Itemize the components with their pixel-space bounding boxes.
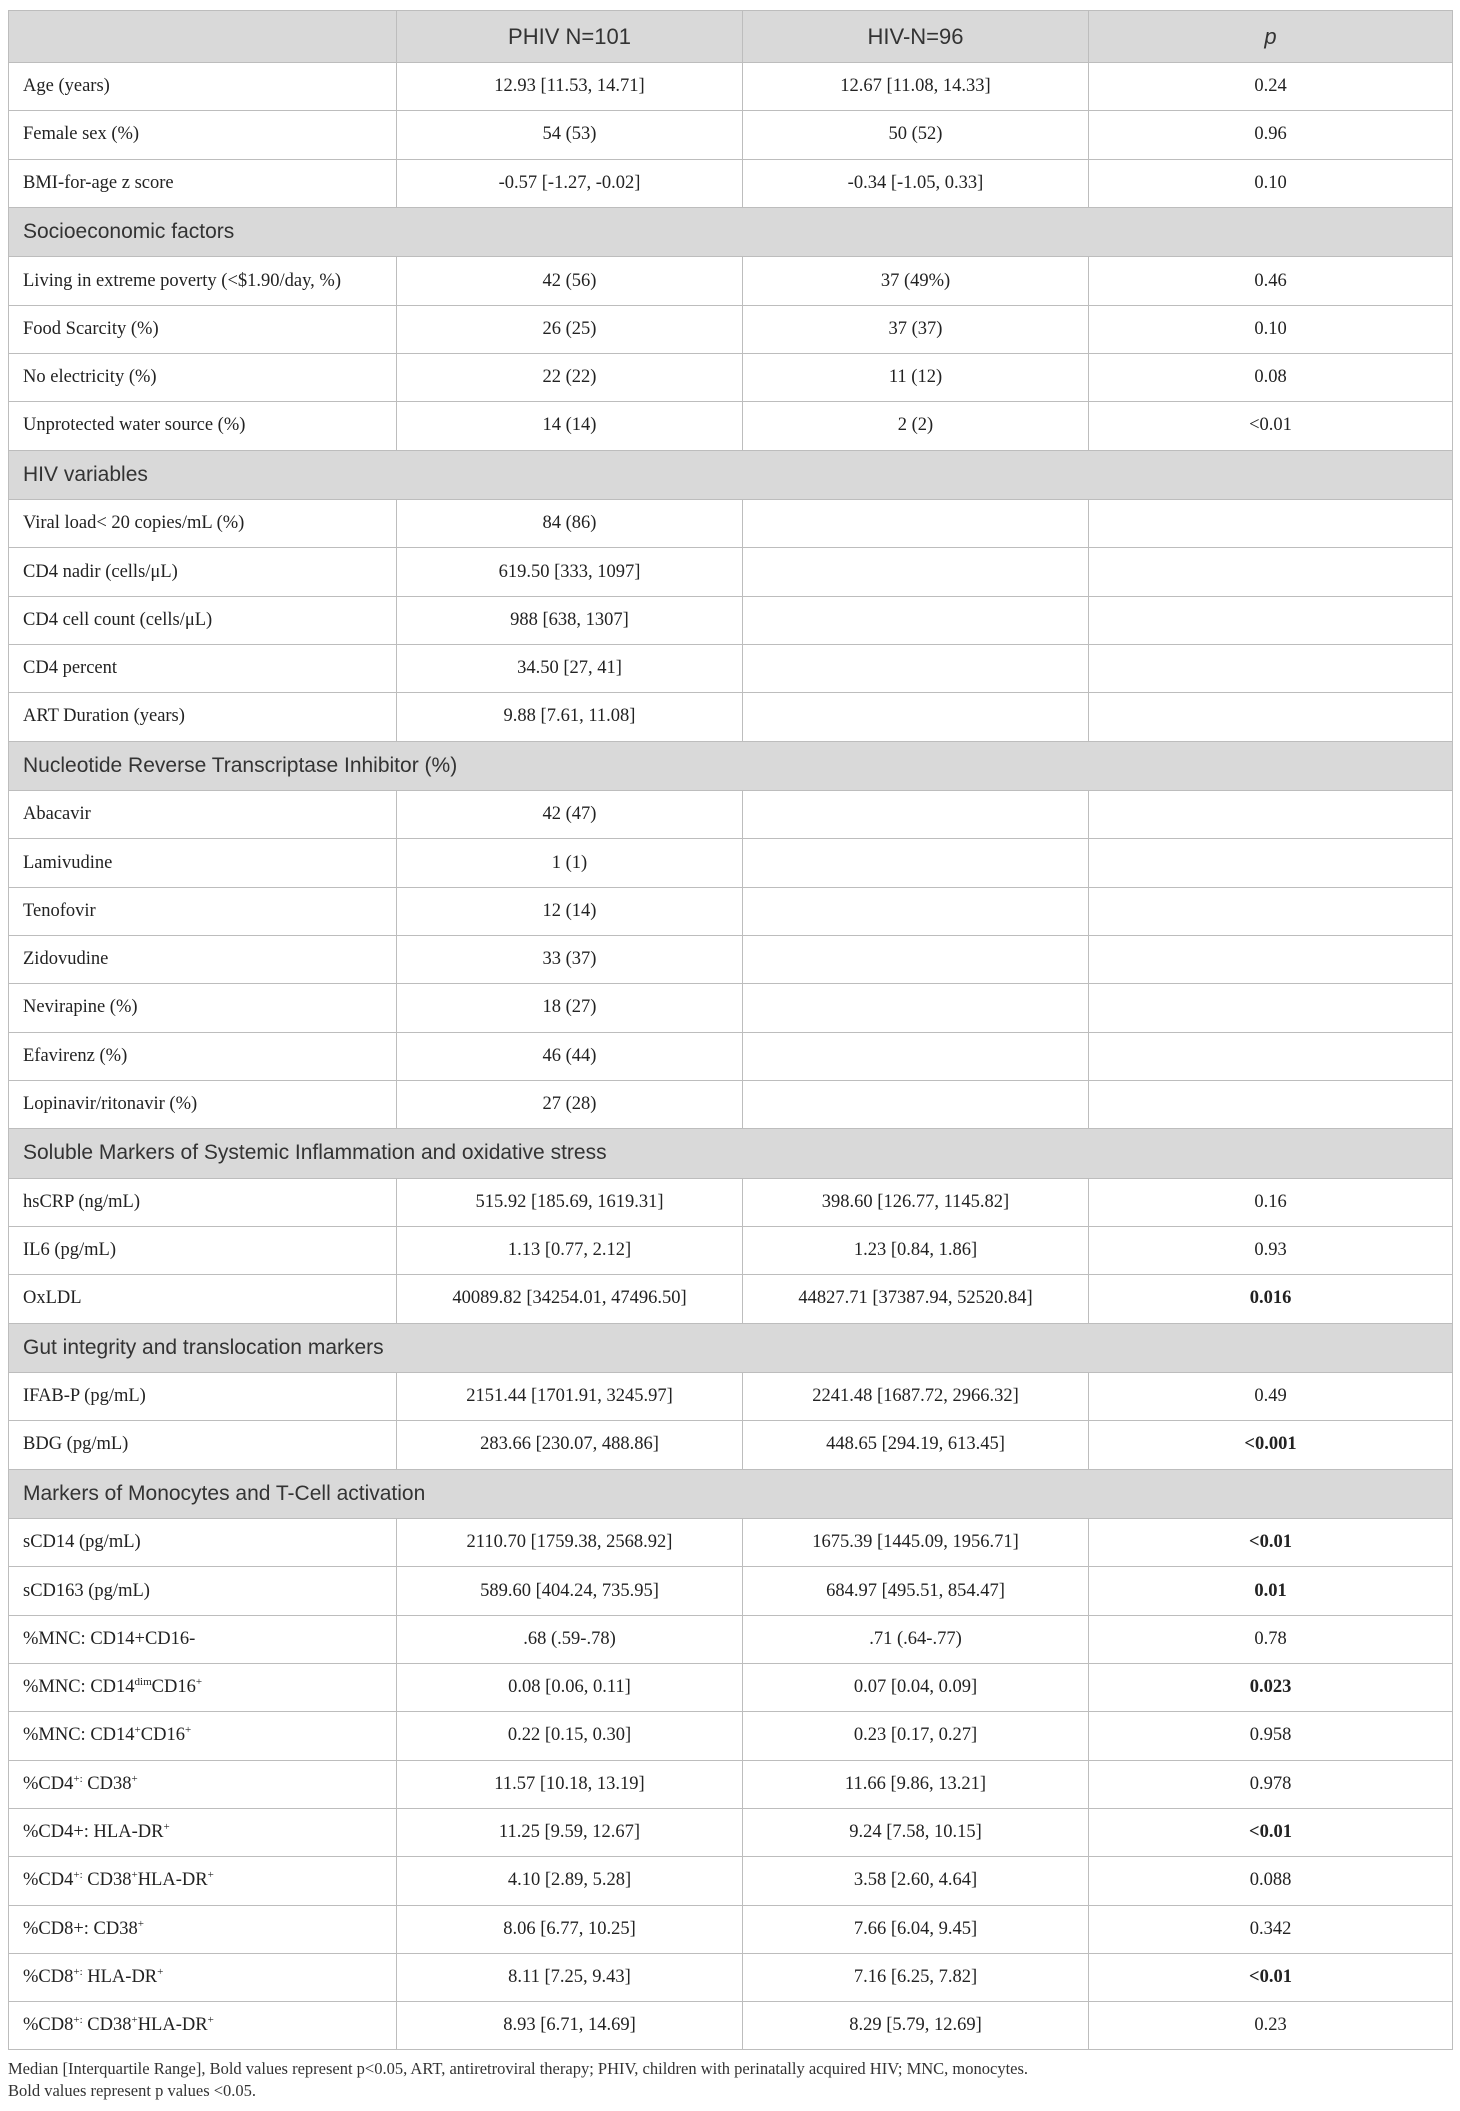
hiv-negative-value: 11 (12) — [743, 353, 1089, 401]
variable-label: Female sex (%) — [9, 111, 397, 159]
label-superscript: +: — [73, 1772, 83, 1785]
hiv-negative-value: 12.67 [11.08, 14.33] — [743, 63, 1089, 111]
table-row — [9, 111, 1453, 159]
phiv-value: 27 (28) — [397, 1080, 743, 1128]
variable-label: sCD14 (pg/mL) — [9, 1519, 397, 1567]
hiv-negative-value: 2 (2) — [743, 402, 1089, 450]
table-row — [9, 1857, 1453, 1905]
phiv-value: 2110.70 [1759.38, 2568.92] — [397, 1519, 743, 1567]
hiv-negative-value — [743, 984, 1089, 1032]
variable-label — [9, 1953, 397, 2001]
table-row — [9, 1178, 1453, 1226]
p-value — [1089, 887, 1453, 935]
phiv-value: 9.88 [7.61, 11.08] — [397, 693, 743, 741]
p-value: 0.10 — [1089, 305, 1453, 353]
hiv-negative-value — [743, 1032, 1089, 1080]
hiv-negative-value: 398.60 [126.77, 1145.82] — [743, 1178, 1089, 1226]
table-row — [9, 935, 1453, 983]
label-text: %CD8 — [23, 2015, 74, 2036]
label-superscript: + — [184, 1724, 192, 1737]
phiv-value: 0.22 [0.15, 0.30] — [397, 1712, 743, 1760]
hiv-negative-value: 50 (52) — [743, 111, 1089, 159]
p-value: 0.93 — [1089, 1226, 1453, 1274]
label-text: CD16 — [151, 1677, 196, 1698]
p-value: 0.088 — [1089, 1857, 1453, 1905]
hiv-negative-value: 684.97 [495.51, 854.47] — [743, 1567, 1089, 1615]
variable-label — [9, 1760, 397, 1808]
table-row — [9, 1275, 1453, 1323]
hiv-negative-value: 11.66 [9.86, 13.21] — [743, 1760, 1089, 1808]
variable-label: IL6 (pg/mL) — [9, 1226, 397, 1274]
label-text: CD38 — [82, 2015, 132, 2036]
label-superscript: + — [163, 1820, 170, 1833]
p-value: 0.16 — [1089, 1178, 1453, 1226]
label-text: %CD4 — [23, 1773, 74, 1794]
variable-label: %MNC: CD14+CD16- — [9, 1615, 397, 1663]
p-value: 0.96 — [1089, 111, 1453, 159]
p-value: <0.001 — [1089, 1421, 1453, 1469]
phiv-value: 4.10 [2.89, 5.28] — [397, 1857, 743, 1905]
table-row — [9, 1664, 1453, 1712]
hiv-negative-value — [743, 548, 1089, 596]
phiv-value: 1 (1) — [397, 839, 743, 887]
label-text: HLA-DR — [137, 1870, 208, 1891]
label-text: %CD8 — [23, 1966, 74, 1987]
variable-label: hsCRP (ng/mL) — [9, 1178, 397, 1226]
hiv-negative-value — [743, 693, 1089, 741]
p-value — [1089, 935, 1453, 983]
section-header-row — [9, 1469, 1453, 1519]
label-superscript: + — [131, 2014, 138, 2027]
table-row — [9, 63, 1453, 111]
variable-label — [9, 1664, 397, 1712]
label-text: CD38 — [82, 1870, 132, 1891]
phiv-value: 0.08 [0.06, 0.11] — [397, 1664, 743, 1712]
hiv-negative-value: 37 (37) — [743, 305, 1089, 353]
variable-label — [9, 1905, 397, 1953]
label-superscript: +: — [73, 1965, 83, 1978]
phiv-value: 26 (25) — [397, 305, 743, 353]
p-value — [1089, 1080, 1453, 1128]
phiv-value: 283.66 [230.07, 488.86] — [397, 1421, 743, 1469]
hiv-negative-value — [743, 596, 1089, 644]
table-row — [9, 257, 1453, 305]
hiv-negative-value: 448.65 [294.19, 613.45] — [743, 1421, 1089, 1469]
p-value — [1089, 984, 1453, 1032]
phiv-value: 988 [638, 1307] — [397, 596, 743, 644]
variable-label: ART Duration (years) — [9, 693, 397, 741]
hiv-negative-value: 7.66 [6.04, 9.45] — [743, 1905, 1089, 1953]
variable-label: Unprotected water source (%) — [9, 402, 397, 450]
phiv-value: 33 (37) — [397, 935, 743, 983]
table-header — [9, 11, 1453, 63]
table-row — [9, 305, 1453, 353]
table-row — [9, 1905, 1453, 1953]
hiv-negative-value: 7.16 [6.25, 7.82] — [743, 1953, 1089, 2001]
p-value: <0.01 — [1089, 1953, 1453, 2001]
phiv-value: 40089.82 [34254.01, 47496.50] — [397, 1275, 743, 1323]
p-value: 0.978 — [1089, 1760, 1453, 1808]
table-row — [9, 1032, 1453, 1080]
p-value: <0.01 — [1089, 1808, 1453, 1856]
p-value: 0.24 — [1089, 63, 1453, 111]
phiv-value: 22 (22) — [397, 353, 743, 401]
section-title: Nucleotide Reverse Transcriptase Inhibitor (%) — [9, 741, 1453, 791]
p-value — [1089, 548, 1453, 596]
hiv-negative-value — [743, 887, 1089, 935]
phiv-value: 14 (14) — [397, 402, 743, 450]
phiv-value: 8.06 [6.77, 10.25] — [397, 1905, 743, 1953]
label-superscript: + — [137, 1917, 144, 1930]
phiv-value: 42 (56) — [397, 257, 743, 305]
table-row — [9, 1712, 1453, 1760]
variable-label: BMI-for-age z score — [9, 159, 397, 207]
table-body — [9, 63, 1453, 2050]
data-table — [8, 10, 1453, 2050]
phiv-value: 2151.44 [1701.91, 3245.97] — [397, 1373, 743, 1421]
label-text: %CD8+: CD38 — [23, 1918, 138, 1939]
phiv-value: 84 (86) — [397, 500, 743, 548]
phiv-value: 8.93 [6.71, 14.69] — [397, 2002, 743, 2050]
section-title: Markers of Monocytes and T-Cell activation — [9, 1469, 1453, 1519]
p-value — [1089, 693, 1453, 741]
variable-label: Lamivudine — [9, 839, 397, 887]
phiv-value: 34.50 [27, 41] — [397, 644, 743, 692]
p-value: 0.08 — [1089, 353, 1453, 401]
hiv-negative-value: 8.29 [5.79, 12.69] — [743, 2002, 1089, 2050]
section-header-row — [9, 207, 1453, 257]
variable-label: Living in extreme poverty (<$1.90/day, %) — [9, 257, 397, 305]
hiv-negative-value: 0.23 [0.17, 0.27] — [743, 1712, 1089, 1760]
variable-label: OxLDL — [9, 1275, 397, 1323]
table-row — [9, 693, 1453, 741]
label-text: HLA-DR — [137, 2015, 208, 2036]
variable-label: sCD163 (pg/mL) — [9, 1567, 397, 1615]
label-text: %MNC: CD14 — [23, 1677, 135, 1698]
phiv-value: 8.11 [7.25, 9.43] — [397, 1953, 743, 2001]
phiv-value: .68 (.59-.78) — [397, 1615, 743, 1663]
phiv-value: 515.92 [185.69, 1619.31] — [397, 1178, 743, 1226]
p-value: 0.01 — [1089, 1567, 1453, 1615]
hiv-negative-value: -0.34 [-1.05, 0.33] — [743, 159, 1089, 207]
section-header-row — [9, 450, 1453, 500]
table-row — [9, 596, 1453, 644]
p-value — [1089, 644, 1453, 692]
p-value — [1089, 791, 1453, 839]
hiv-negative-value: 2241.48 [1687.72, 2966.32] — [743, 1373, 1089, 1421]
variable-label: CD4 nadir (cells/μL) — [9, 548, 397, 596]
p-value: 0.23 — [1089, 2002, 1453, 2050]
hiv-negative-value: 3.58 [2.60, 4.64] — [743, 1857, 1089, 1905]
variable-label: No electricity (%) — [9, 353, 397, 401]
variable-label: Viral load< 20 copies/mL (%) — [9, 500, 397, 548]
header-phiv: PHIV N=101 — [397, 11, 743, 63]
table-row — [9, 500, 1453, 548]
p-value — [1089, 1032, 1453, 1080]
hiv-negative-value — [743, 935, 1089, 983]
table-row — [9, 2002, 1453, 2050]
label-superscript: +: — [73, 1869, 83, 1882]
p-value — [1089, 596, 1453, 644]
phiv-value: 42 (47) — [397, 791, 743, 839]
footnote-line-1: Median [Interquartile Range], Bold values represent p<0.05, ART, antiretroviral therapy; PHIV, children with perinatally acquired HIV; MNC, monocytes. — [8, 2059, 1029, 2078]
header-p-value: p — [1089, 11, 1453, 63]
table-row — [9, 1080, 1453, 1128]
table-row — [9, 1808, 1453, 1856]
label-text: %CD4+: HLA-DR — [23, 1822, 164, 1843]
table-row — [9, 1519, 1453, 1567]
section-title: Gut integrity and translocation markers — [9, 1323, 1453, 1373]
p-value: <0.01 — [1089, 402, 1453, 450]
header-variable — [9, 11, 397, 63]
label-superscript: + — [207, 1869, 214, 1882]
p-value: 0.49 — [1089, 1373, 1453, 1421]
hiv-negative-value: 0.07 [0.04, 0.09] — [743, 1664, 1089, 1712]
variable-label: BDG (pg/mL) — [9, 1421, 397, 1469]
table-row — [9, 887, 1453, 935]
table-row — [9, 984, 1453, 1032]
p-value: 0.023 — [1089, 1664, 1453, 1712]
phiv-value: 12 (14) — [397, 887, 743, 935]
p-value: 0.78 — [1089, 1615, 1453, 1663]
variable-label: Lopinavir/ritonavir (%) — [9, 1080, 397, 1128]
table-row — [9, 1760, 1453, 1808]
label-text: CD38 — [82, 1773, 132, 1794]
table-row — [9, 839, 1453, 887]
label-superscript: + — [207, 2014, 214, 2027]
hiv-negative-value: 1675.39 [1445.09, 1956.71] — [743, 1519, 1089, 1567]
table-row — [9, 644, 1453, 692]
label-superscript: + — [131, 1869, 138, 1882]
table-container — [8, 10, 1452, 2050]
label-superscript: + — [195, 1676, 203, 1688]
p-value: 0.46 — [1089, 257, 1453, 305]
p-value — [1089, 839, 1453, 887]
phiv-value: 11.25 [9.59, 12.67] — [397, 1808, 743, 1856]
variable-label: Tenofovir — [9, 887, 397, 935]
label-superscript: + — [157, 1965, 164, 1978]
variable-label: Nevirapine (%) — [9, 984, 397, 1032]
p-value: 0.10 — [1089, 159, 1453, 207]
variable-label: Food Scarcity (%) — [9, 305, 397, 353]
variable-label — [9, 2002, 397, 2050]
section-title: Soluble Markers of Systemic Inflammation and oxidative stress — [9, 1129, 1453, 1179]
label-superscript: + — [134, 1724, 141, 1737]
label-superscript: + — [131, 1772, 138, 1785]
variable-label: Abacavir — [9, 791, 397, 839]
p-value — [1089, 500, 1453, 548]
header-hiv-negative: HIV-N=96 — [743, 11, 1089, 63]
hiv-negative-value — [743, 1080, 1089, 1128]
variable-label: CD4 cell count (cells/μL) — [9, 596, 397, 644]
hiv-negative-value: 37 (49%) — [743, 257, 1089, 305]
label-text: HLA-DR — [82, 1966, 158, 1987]
variable-label — [9, 1712, 397, 1760]
hiv-negative-value: 44827.71 [37387.94, 52520.84] — [743, 1275, 1089, 1323]
phiv-value: 46 (44) — [397, 1032, 743, 1080]
label-text: CD16 — [140, 1725, 185, 1746]
hiv-negative-value — [743, 500, 1089, 548]
hiv-negative-value — [743, 839, 1089, 887]
section-title: HIV variables — [9, 450, 1453, 500]
hiv-negative-value: .71 (.64-.77) — [743, 1615, 1089, 1663]
table-row — [9, 1421, 1453, 1469]
p-value: 0.958 — [1089, 1712, 1453, 1760]
variable-label — [9, 1857, 397, 1905]
hiv-negative-value: 1.23 [0.84, 1.86] — [743, 1226, 1089, 1274]
section-header-row — [9, 1129, 1453, 1179]
phiv-value: 1.13 [0.77, 2.12] — [397, 1226, 743, 1274]
table-row — [9, 1226, 1453, 1274]
table-row — [9, 1373, 1453, 1421]
label-superscript: dim — [134, 1676, 152, 1688]
phiv-value: 18 (27) — [397, 984, 743, 1032]
phiv-value: 619.50 [333, 1097] — [397, 548, 743, 596]
section-header-row — [9, 741, 1453, 791]
p-value: 0.016 — [1089, 1275, 1453, 1323]
phiv-value: -0.57 [-1.27, -0.02] — [397, 159, 743, 207]
hiv-negative-value: 9.24 [7.58, 10.15] — [743, 1808, 1089, 1856]
table-footnote — [8, 2058, 1452, 2102]
phiv-value: 11.57 [10.18, 13.19] — [397, 1760, 743, 1808]
section-title: Socioeconomic factors — [9, 207, 1453, 257]
variable-label: Efavirenz (%) — [9, 1032, 397, 1080]
variable-label — [9, 1808, 397, 1856]
p-value: 0.342 — [1089, 1905, 1453, 1953]
table-row — [9, 548, 1453, 596]
hiv-negative-value — [743, 644, 1089, 692]
table-row — [9, 791, 1453, 839]
variable-label: CD4 percent — [9, 644, 397, 692]
phiv-value: 12.93 [11.53, 14.71] — [397, 63, 743, 111]
label-superscript: +: — [73, 2014, 83, 2027]
variable-label: Zidovudine — [9, 935, 397, 983]
table-row — [9, 1615, 1453, 1663]
table-row — [9, 159, 1453, 207]
table-row — [9, 402, 1453, 450]
table-row — [9, 1953, 1453, 2001]
p-value: <0.01 — [1089, 1519, 1453, 1567]
phiv-value: 54 (53) — [397, 111, 743, 159]
hiv-negative-value — [743, 791, 1089, 839]
label-text: %MNC: CD14 — [23, 1725, 135, 1746]
label-text: %CD4 — [23, 1870, 74, 1891]
table-row — [9, 1567, 1453, 1615]
table-row — [9, 353, 1453, 401]
footnote-line-2: Bold values represent p values <0.05. — [8, 2081, 257, 2100]
phiv-value: 589.60 [404.24, 735.95] — [397, 1567, 743, 1615]
variable-label: Age (years) — [9, 63, 397, 111]
variable-label: IFAB-P (pg/mL) — [9, 1373, 397, 1421]
section-header-row — [9, 1323, 1453, 1373]
